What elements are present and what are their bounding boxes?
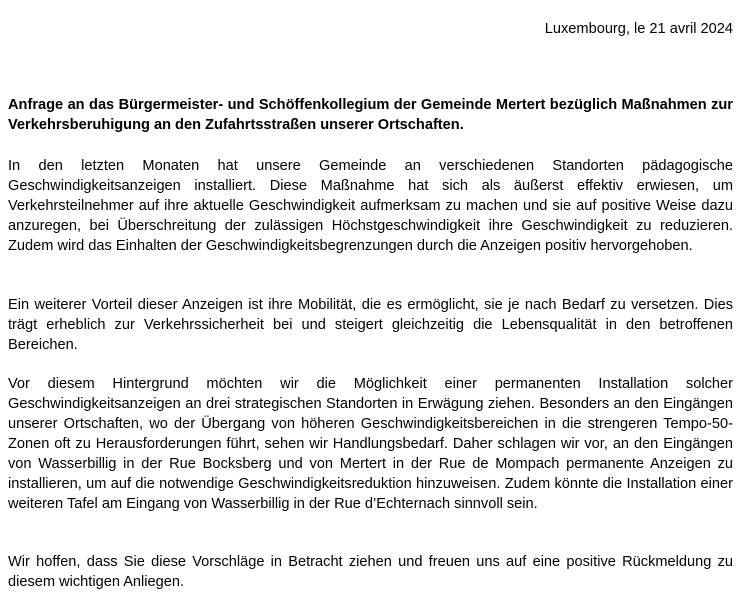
paragraph-3: Vor diesem Hintergrund möchten wir die Möglichkeit einer permanenten Installation solcher Geschwindigkeitsanzeigen an drei strategischen Standorten in Erwägung ziehen. Besonders an den Eingängen unserer Ortschaften, wo der Übergang von höheren Geschwindigkeitsbereichen in die strengeren Tempo-50-Zonen oft zu Herausforderungen führt, sehen wir Handlungsbedarf. Daher schlagen wir vor, an den Eingängen von Wasserbillig in der Rue Bocksberg und von Mertert in der Rue de Mompach permanente Anzeigen zu installieren, um auf die notwendige Geschwindigkeitsreduktion hinzuweisen. Zudem könnte die Installation einer weiteren Tafel am Eingang von Wasserbillig in der Rue d’Echternach sinnvoll sein. <box>8 376 733 512</box>
paragraph-2: Ein weiterer Vorteil dieser Anzeigen ist ihre Mobilität, die es ermöglicht, sie je nach Bedarf zu versetzen. Dies trägt erheblich zur Verkehrssicherheit bei und steigert gleichzeitig die Lebensqualität in den betroffenen Bereichen. <box>8 297 733 353</box>
place-date: Luxembourg, le 21 avril 2024 <box>544 21 733 37</box>
letter-subject: Anfrage an das Bürgermeister- und Schöffenkollegium der Gemeinde Mertert bezüglich Maßnahmen zur Verkehrsberuhigung an den Zufahrtsstraßen unserer Ortschaften. <box>8 97 733 133</box>
paragraph-1: In den letzten Monaten hat unsere Gemeinde an verschiedenen Standorten pädagogische Geschwindigkeitsanzeigen installiert. Diese Maßnahme hat sich als äußerst effektiv erwiesen, um Verkehrsteilnehmer auf ihre aktuelle Geschwindigkeit aufmerksam zu machen und sie auf positive Weise dazu anzuregen, bei Überschreitung der zulässigen Höchstgeschwindigkeit ihre Geschwindigkeit zu reduzieren. Zudem wird das Einhalten der Geschwindigkeitsbegrenzungen durch die Anzeigen positiv hervorgehoben. <box>8 158 733 254</box>
paragraph-4: Wir hoffen, dass Sie diese Vorschläge in Betracht ziehen und freuen uns auf eine positive Rückmeldung zu diesem wichtigen Anliegen. <box>8 554 733 590</box>
